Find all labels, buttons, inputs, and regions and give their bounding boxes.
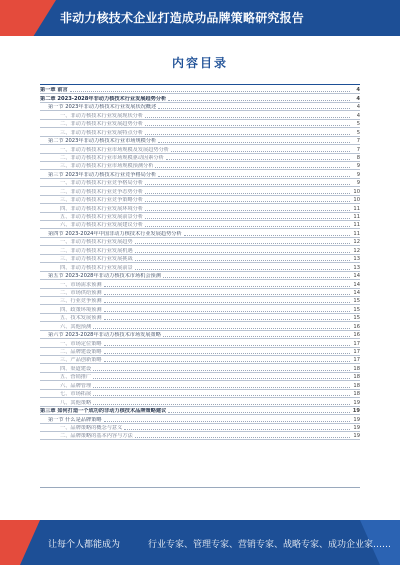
toc-entry-title: 二、品牌策略的基本内容与方法 (60, 433, 133, 440)
toc-entry-page: 19 (353, 424, 360, 431)
toc-leader-dots (145, 117, 350, 118)
footer-roles: 行业专家、管理专家、营销专家、战略专家、成功企业家…… (148, 540, 392, 550)
toc-entry[interactable] (40, 263, 360, 271)
toc-entry-title: 一、非动力核技术行业发展趋势 (60, 239, 133, 246)
toc-entry-page: 17 (353, 349, 360, 355)
toc-entry-title: 第四节 2023-2024年中国非动力核技术行业发展趋势分析 (48, 230, 182, 237)
toc-entry-title: 一、品牌策略的概念与意义 (60, 424, 123, 431)
toc-leader-dots (135, 269, 350, 270)
toc-entry-page: 15 (353, 315, 360, 322)
toc-leader-dots (145, 201, 350, 202)
toc-leader-dots (135, 243, 350, 244)
report-title: 非动力核技术企业打造成功品牌策略研究报告 (60, 11, 305, 25)
toc-leader-dots (93, 395, 350, 396)
toc-entry[interactable] (40, 373, 360, 381)
toc-entry-page: 4 (356, 104, 360, 111)
toc-entry-title: 第六节 2023-2028年非动力核技术市场发展策略 (48, 332, 161, 339)
toc-leader-dots (163, 336, 350, 337)
toc-leader-dots (104, 319, 350, 320)
toc-entry-title: 五、非动力核技术行业发展前景分析 (60, 214, 144, 220)
toc-entry-page: 10 (353, 188, 360, 195)
toc-entry[interactable] (40, 94, 360, 102)
toc-entry[interactable] (40, 322, 360, 330)
toc-leader-dots (135, 252, 350, 253)
toc-entry[interactable] (40, 221, 360, 229)
toc-leader-dots (168, 412, 350, 413)
footer-band (0, 520, 400, 565)
toc-entry-page: 4 (356, 87, 360, 94)
toc-leader-dots (135, 260, 350, 261)
toc-entry-page: 11 (353, 230, 360, 237)
toc-entry-page: 14 (353, 281, 360, 288)
toc-entry[interactable] (40, 204, 360, 212)
toc-entry[interactable] (40, 339, 360, 347)
toc-entry[interactable] (40, 196, 360, 204)
toc-entry-title: 第三节 2023年非动力核技术行业竞争格局分析 (48, 171, 157, 178)
toc-leader-dots (93, 378, 350, 379)
toc-entry-page: 11 (353, 222, 360, 229)
toc-entry[interactable] (40, 415, 360, 423)
toc-heading: 内容目录 (171, 56, 228, 70)
toc-leader-dots (145, 134, 350, 135)
toc-entry-page: 10 (353, 197, 360, 204)
toc-entry-page: 15 (353, 306, 360, 313)
toc-entry-title: 三、产品创新策略 (60, 357, 102, 364)
toc-entry-title: 七、市场拓展 (60, 391, 92, 398)
toc-entry[interactable] (40, 179, 360, 187)
toc-entry-title: 二、市场供给预测 (60, 289, 102, 296)
toc-leader-dots (171, 151, 350, 152)
toc-entry-title: 第一章 前言 (40, 87, 68, 94)
toc-top-rule (40, 84, 360, 85)
toc-leader-dots (145, 125, 350, 126)
toc-entry[interactable] (40, 213, 360, 221)
toc-entry-page: 17 (353, 340, 360, 347)
toc-entry-title: 六、非动力核技术行业发展建议分析 (60, 222, 144, 229)
toc-entry[interactable] (40, 314, 360, 322)
toc-leader-dots (104, 311, 350, 312)
toc-leader-dots (104, 345, 350, 346)
toc-entry[interactable] (40, 390, 360, 398)
toc-leader-dots (145, 226, 350, 227)
toc-entry-title: 第三章 如何打造一个成功的非动力核技术品牌策略建议 (40, 408, 167, 415)
toc-entry-title: 三、非动力核技术行业市场规模预测分析 (60, 163, 154, 170)
toc-entry-title: 三、非动力核技术行业发展挑战 (60, 256, 133, 263)
toc-entry-title: 八、其他策略 (60, 399, 92, 406)
toc-entry-page: 8 (356, 154, 360, 161)
toc-leader-dots (104, 294, 350, 295)
toc-entry[interactable] (40, 86, 360, 94)
toc-leader-dots (104, 353, 350, 354)
toc-entry[interactable] (40, 381, 360, 389)
toc-entry-page: 19 (353, 399, 360, 406)
toc-leader-dots (155, 167, 350, 168)
toc-entry[interactable] (40, 111, 360, 119)
toc-leader-dots (158, 176, 350, 177)
toc-leader-dots (158, 142, 350, 143)
toc-leader-dots (145, 193, 350, 194)
toc-entry-title: 二、非动力核技术行业发展趋势分析 (60, 121, 144, 128)
toc-entry[interactable] (40, 255, 360, 263)
toc-entry[interactable] (40, 246, 360, 254)
toc-leader-dots (166, 159, 350, 160)
toc-entry-title: 一、非动力核技术行业竞争格局分析 (60, 180, 144, 187)
toc-entry[interactable] (40, 297, 360, 305)
toc-entry-title: 三、非动力核技术行业发展特点分析 (60, 129, 144, 136)
toc-entry-title: 四、渠道建设 (60, 365, 92, 372)
toc-entry-page: 4 (356, 95, 360, 102)
toc-entry[interactable] (40, 229, 360, 237)
toc-leader-dots (70, 91, 350, 92)
toc-entry-title: 六、其他预测 (60, 323, 92, 330)
toc-entry-page: 9 (356, 171, 360, 178)
toc-leader-dots (184, 235, 350, 236)
toc-entry[interactable] (40, 120, 360, 128)
toc-entry-page: 11 (353, 205, 360, 212)
toc-entry[interactable] (40, 407, 360, 415)
toc-entry[interactable] (40, 272, 360, 280)
toc-leader-dots (158, 108, 350, 109)
toc-leader-dots (124, 429, 350, 430)
toc-entry-title: 五、营销推广 (60, 374, 92, 381)
toc-leader-dots (163, 277, 350, 278)
toc-leader-dots (135, 437, 350, 438)
toc-entry[interactable] (40, 432, 360, 440)
toc-leader-dots (104, 361, 350, 362)
toc-entry-title: 第一节 2023年非动力核技术行业发展状况概述 (48, 104, 157, 111)
toc-leader-dots (93, 370, 350, 371)
toc-entry-title: 四、非动力核技术行业发展前景 (60, 264, 133, 271)
toc-entry[interactable] (40, 289, 360, 297)
header-band (0, 0, 400, 36)
toc-entry[interactable] (40, 154, 360, 162)
toc-entry[interactable] (40, 398, 360, 406)
header-accent (0, 0, 56, 36)
toc-entry-page: 15 (353, 298, 360, 305)
toc-leader-dots (145, 218, 350, 219)
toc-entry[interactable] (40, 187, 360, 195)
toc-entry-page: 18 (353, 374, 360, 381)
toc-entry-title: 六、品牌管理 (60, 382, 92, 389)
toc-leader-dots (145, 210, 350, 211)
toc-entry[interactable] (40, 170, 360, 178)
toc-entry-title: 一、市场定位策略 (60, 340, 102, 347)
toc-entry[interactable] (40, 162, 360, 170)
table-of-contents (40, 86, 360, 440)
toc-entry[interactable] (40, 331, 360, 339)
toc-entry-title: 四、非动力核技术行业发展环境分析 (60, 205, 144, 212)
toc-entry-page: 9 (356, 180, 360, 187)
toc-leader-dots (104, 421, 350, 422)
toc-entry-title: 一、市场需求预测 (60, 281, 102, 288)
toc-entry-page: 7 (356, 138, 360, 145)
toc-entry-title: 二、品牌建设策略 (60, 349, 102, 355)
toc-entry-page: 19 (352, 408, 360, 415)
toc-entry-page: 17 (353, 357, 360, 364)
toc-entry[interactable] (40, 356, 360, 364)
toc-leader-dots (93, 404, 350, 405)
toc-entry[interactable] (40, 238, 360, 246)
toc-entry-page: 18 (353, 365, 360, 372)
toc-entry-page: 12 (353, 239, 360, 246)
toc-entry-page: 13 (353, 256, 360, 263)
toc-bottom-rule (40, 487, 360, 488)
toc-entry-page: 12 (353, 247, 360, 254)
toc-entry-title: 第五节 2023-2028年非动力核技术市场机会预测 (48, 273, 161, 280)
toc-entry[interactable] (40, 128, 360, 136)
toc-leader-dots (93, 328, 350, 329)
toc-entry-page: 18 (353, 382, 360, 389)
toc-entry[interactable] (40, 424, 360, 432)
toc-entry[interactable] (40, 348, 360, 356)
toc-leader-dots (104, 302, 350, 303)
toc-entry-title: 一、非动力核技术行业市场规模及发展趋势分析 (60, 146, 169, 153)
toc-entry-page: 16 (353, 332, 360, 339)
footer-lead: 让每个人都能成为 (48, 540, 121, 550)
toc-entry-page: 14 (353, 289, 360, 296)
toc-entry[interactable] (40, 305, 360, 313)
toc-entry-title: 第二节 2023年非动力核技术行业市场规模分析 (48, 138, 157, 145)
toc-entry-page: 16 (353, 323, 360, 330)
toc-entry-title: 四、政策环境预测 (60, 306, 102, 313)
toc-entry-title: 二、非动力核技术行业竞争态势分析 (60, 188, 144, 195)
toc-entry-page: 9 (356, 163, 360, 170)
toc-entry[interactable] (40, 137, 360, 145)
toc-entry-title: 二、非动力核技术行业发展机遇 (60, 247, 133, 254)
toc-entry-title: 第一节 什么是品牌策略 (48, 416, 102, 423)
toc-leader-dots (104, 286, 350, 287)
toc-entry-page: 5 (356, 121, 360, 128)
toc-entry[interactable] (40, 145, 360, 153)
toc-entry-title: 五、技术发展预测 (60, 315, 102, 322)
toc-entry-title: 第二章 2023-2028年非动力核技术行业发展趋势分析 (40, 95, 167, 102)
toc-entry[interactable] (40, 280, 360, 288)
toc-entry-title: 一、非动力核技术行业发展现状分析 (60, 112, 144, 119)
toc-entry-title: 三、行业竞争预测 (60, 298, 102, 305)
toc-leader-dots (168, 100, 350, 101)
toc-entry-page: 11 (353, 214, 360, 220)
toc-entry-title: 二、非动力核技术行业市场规模驱动因素分析 (60, 154, 164, 161)
toc-entry-title: 三、非动力核技术行业竞争策略分析 (60, 197, 144, 204)
toc-entry-page: 19 (353, 433, 360, 440)
toc-entry[interactable] (40, 364, 360, 372)
toc-entry-page: 19 (353, 416, 360, 423)
toc-entry-page: 5 (356, 129, 360, 136)
toc-entry[interactable] (40, 103, 360, 111)
toc-entry-page: 7 (356, 146, 360, 153)
toc-entry-page: 14 (353, 273, 360, 280)
toc-entry-page: 4 (356, 112, 360, 119)
toc-leader-dots (93, 387, 350, 388)
toc-entry-page: 18 (353, 391, 360, 398)
toc-leader-dots (145, 184, 350, 185)
toc-entry-page: 13 (353, 264, 360, 271)
